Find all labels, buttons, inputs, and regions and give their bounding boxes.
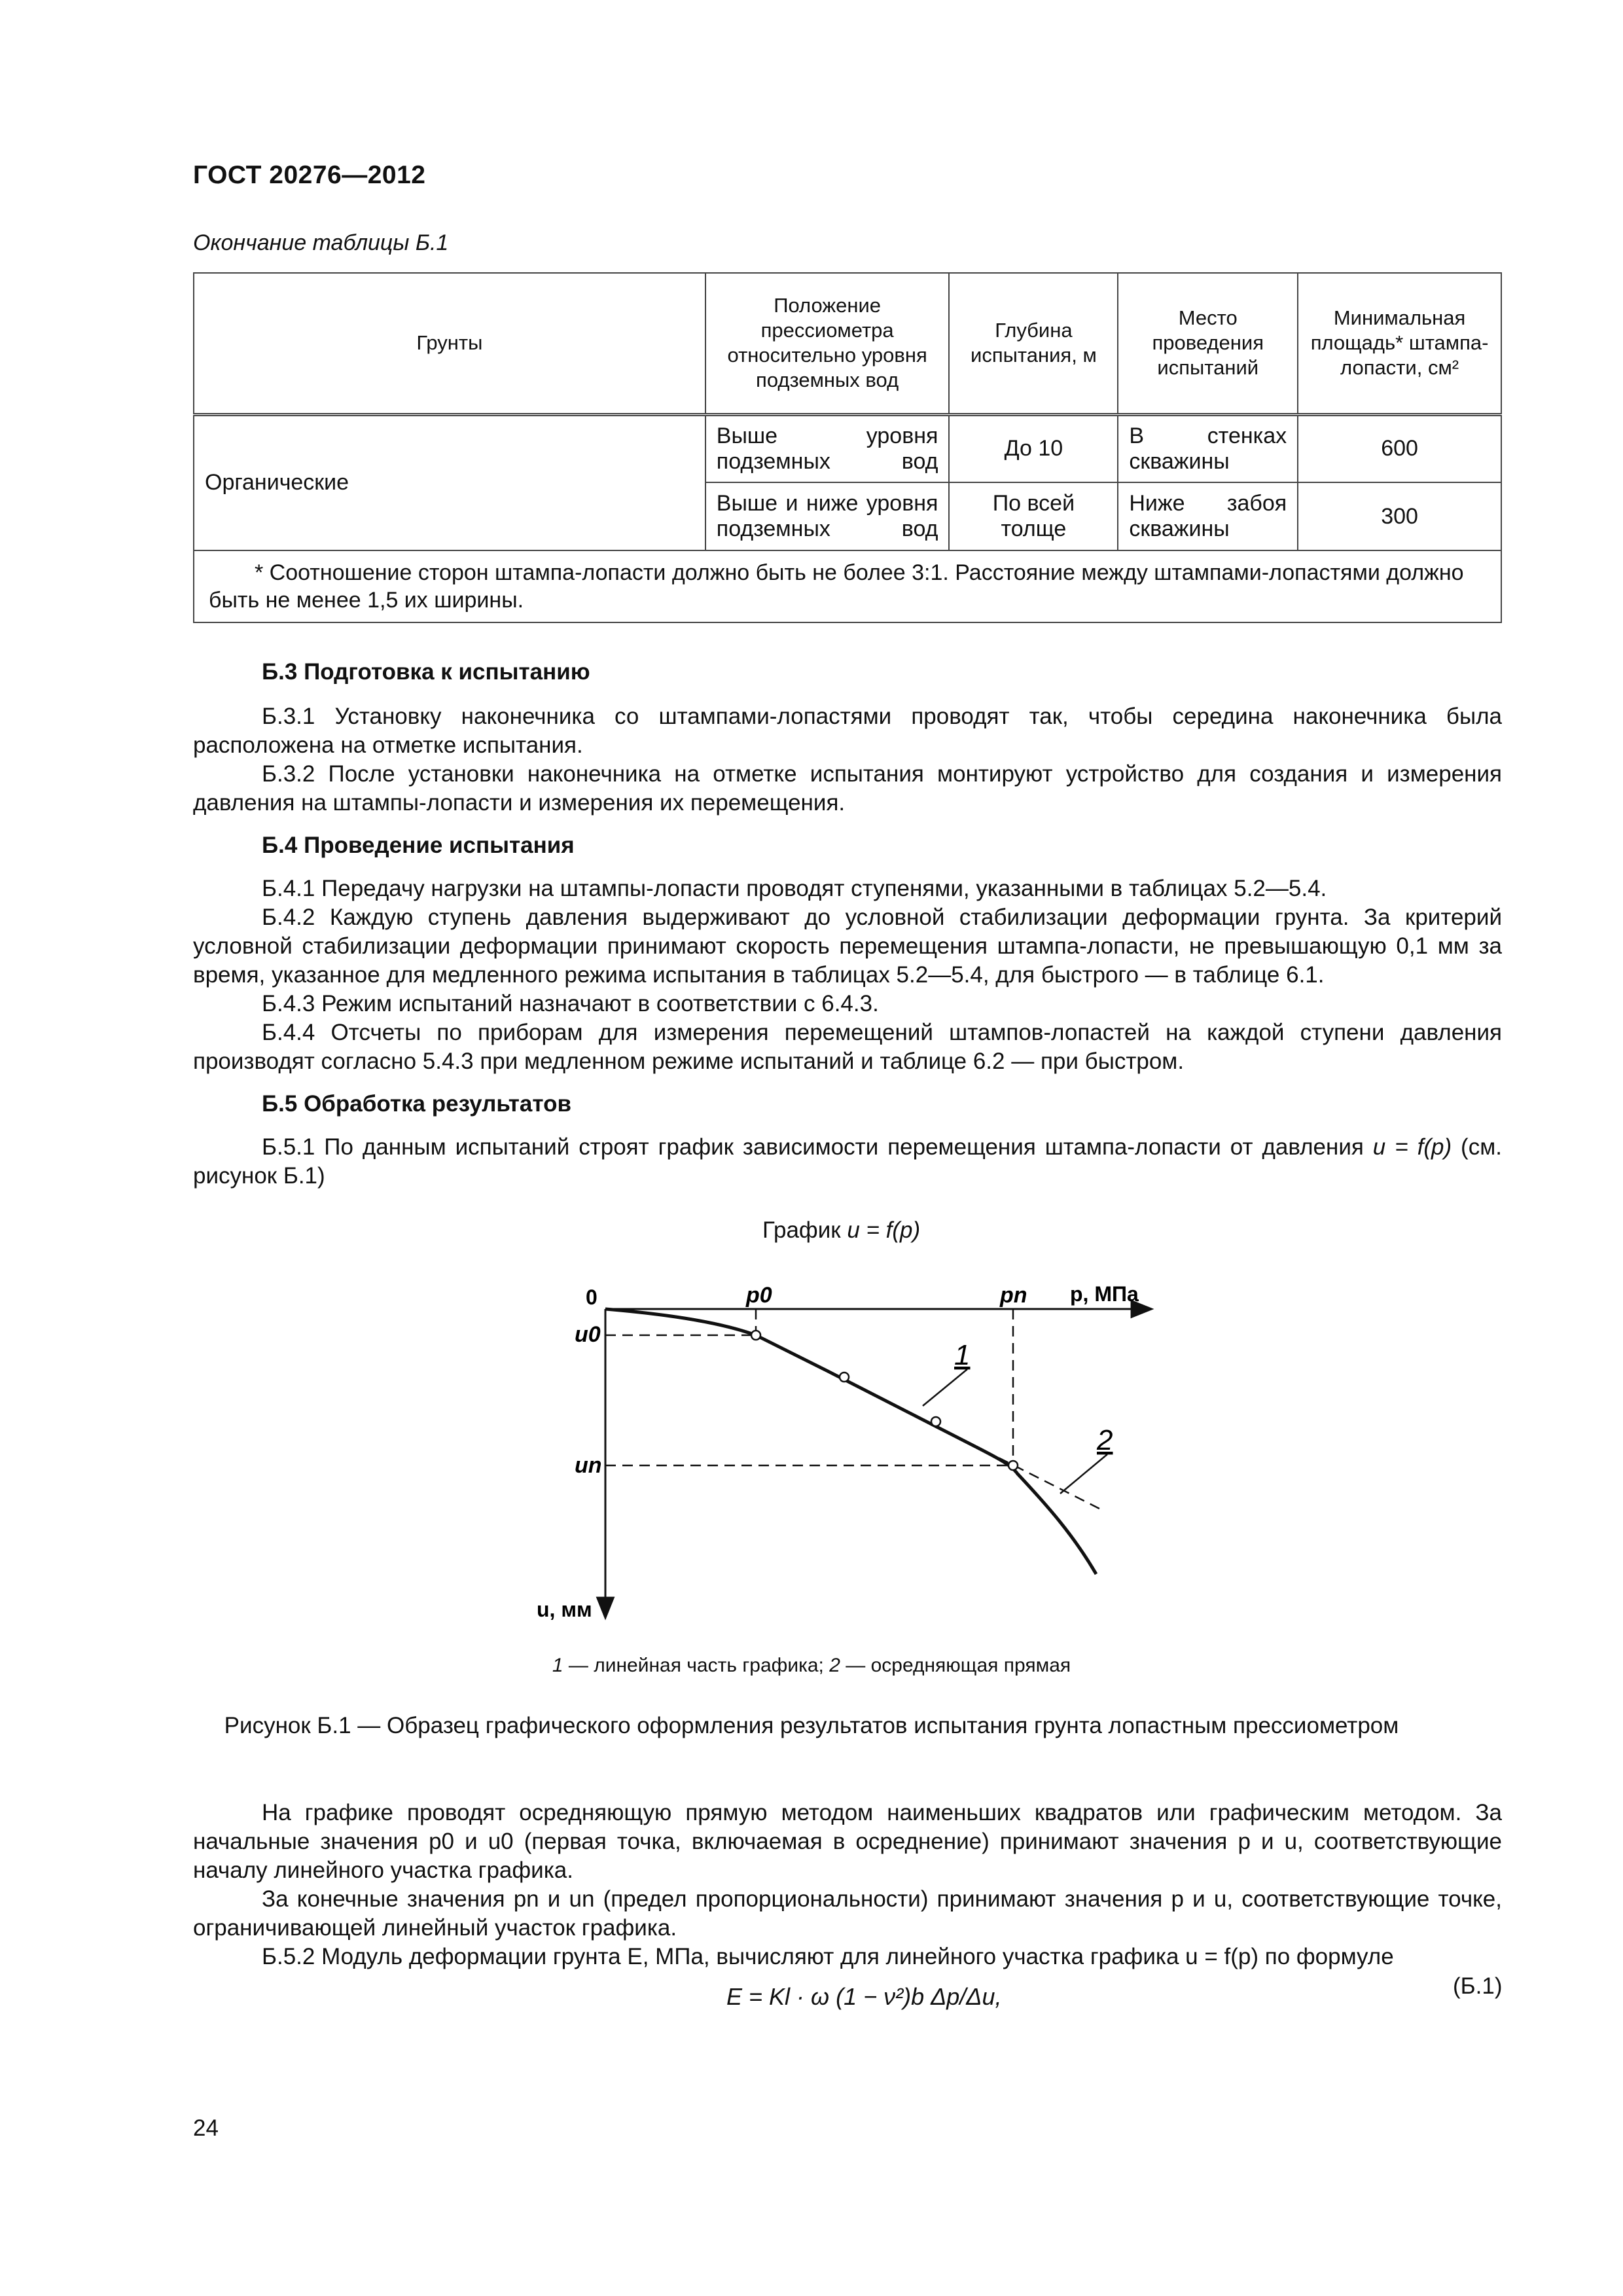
figure-legend: 1 — линейная часть графика; 2 — осредняющая прямая bbox=[552, 1655, 1071, 1676]
formula-number: (Б.1) bbox=[1453, 1973, 1503, 1999]
cell-depth: По всей толще bbox=[949, 482, 1118, 550]
col-header-soil: Грунты bbox=[194, 273, 705, 414]
u0-label: u0 bbox=[575, 1322, 601, 1347]
p0-label: p0 bbox=[746, 1283, 772, 1308]
data-point bbox=[931, 1417, 940, 1426]
para-b4-2: Б.4.2 Каждую ступень давления выдерживают до условной стабилизации деформации грунта. За критерий условной стабилизации деформации принимают скорость перемещения штампа-лопасти, не превышающую 0,1 мм за время, указанное для медленного режима испытания в таблицах 5.2—5.4, для быстрого — в таблице 6.1. bbox=[193, 905, 1502, 988]
curve-label-1: 1 bbox=[954, 1339, 971, 1371]
formula-b1: E = Kl · ω (1 − ν²)b Δp/Δu, bbox=[726, 1983, 1002, 2010]
cell-position: Выше уровня подземных вод bbox=[705, 414, 950, 482]
para-b5-2: Б.5.2 Модуль деформации грунта E, МПа, вычисляют для линейного участка графика u = f(p) по формуле bbox=[262, 1944, 1394, 1969]
para-b3-1: Б.3.1 Установку наконечника со штампами-лопастями проводят так, чтобы середина наконечника была расположена на отметке испытания. bbox=[193, 704, 1502, 758]
cell-place: В стенках скважины bbox=[1118, 414, 1298, 482]
table-caption: Окончание таблицы Б.1 bbox=[193, 230, 449, 255]
x-axis-label: p, МПа bbox=[1070, 1282, 1139, 1306]
para-b4-1: Б.4.1 Передачу нагрузки на штампы-лопасти проводят ступенями, указанными в таблицах 5.2—5.4. bbox=[262, 876, 1327, 901]
col-header-position: Положение прессиометра относительно уровня подземных вод bbox=[705, 273, 950, 414]
table-footnote: * Соотношение сторон штампа-лопасти должно быть не более 3:1. Расстояние между штампами-лопастями должно быть не менее 1,5 их ширины. bbox=[194, 550, 1501, 622]
figure-caption: Рисунок Б.1 — Образец графического оформления результатов испытания грунта лопастным прессиометром bbox=[224, 1713, 1399, 1738]
section-b4-title: Б.4 Проведение испытания bbox=[262, 833, 575, 858]
pn-label: pn bbox=[1000, 1283, 1027, 1308]
col-header-depth: Глубина испытания, м bbox=[949, 273, 1118, 414]
figure-title: График u = f(p) bbox=[762, 1217, 921, 1243]
cell-depth: До 10 bbox=[949, 414, 1118, 482]
curve-u-f-p bbox=[605, 1309, 1096, 1574]
para-after-1: На графике проводят осредняющую прямую методом наименьших квадратов или графическим методом. За начальные значения p0 и u0 (первая точка, включаемая в осреднение) принимают значения p и u, соответствующие началу линейного участка графика. bbox=[193, 1800, 1502, 1883]
cell-area: 300 bbox=[1298, 482, 1501, 550]
leader-line-1 bbox=[923, 1369, 967, 1406]
data-point bbox=[751, 1331, 760, 1340]
para-b3-2: Б.3.2 После установки наконечника на отметке испытания монтируют устройство для создания и измерения давления на штампы-лопасти и измерения их перемещения. bbox=[193, 761, 1502, 816]
cell-soil: Органические bbox=[194, 414, 705, 550]
leader-line-2 bbox=[1060, 1454, 1107, 1494]
cell-position: Выше и ниже уровня подземных вод bbox=[705, 482, 950, 550]
col-header-area: Минимальная площадь* штампа-лопасти, см² bbox=[1298, 273, 1501, 414]
data-point bbox=[1008, 1461, 1018, 1470]
y-axis-label: u, мм bbox=[537, 1598, 592, 1621]
para-b4-4: Б.4.4 Отсчеты по приборам для измерения перемещений штампов-лопастей на каждой ступени давления производят согласно 5.4.3 при медленном режиме испытаний и таблице 6.2 — при быстром. bbox=[193, 1020, 1502, 1074]
guide-lines bbox=[605, 1309, 1099, 1509]
axis-origin-label: 0 bbox=[586, 1285, 597, 1309]
document-header: ГОСТ 20276—2012 bbox=[193, 161, 426, 189]
cell-area: 600 bbox=[1298, 414, 1501, 482]
cell-place: Ниже забоя скважины bbox=[1118, 482, 1298, 550]
para-after-2: За конечные значения pn и un (предел пропорциональности) принимают значения p и u, соответствующие точке, ограничивающей линейный участок графика. bbox=[193, 1886, 1502, 1941]
col-header-place: Место проведения испытаний bbox=[1118, 273, 1298, 414]
curve-label-2: 2 bbox=[1097, 1424, 1113, 1456]
section-b5-title: Б.5 Обработка результатов bbox=[262, 1091, 571, 1117]
data-point bbox=[840, 1372, 849, 1382]
un-label: un bbox=[575, 1453, 602, 1478]
page-number: 24 bbox=[193, 2115, 219, 2141]
para-b5-1: Б.5.1 По данным испытаний строят график зависимости перемещения штампа-лопасти от давления u = f(p) (см. рисунок Б.1) bbox=[193, 1134, 1503, 1189]
para-b4-3: Б.4.3 Режим испытаний назначают в соответствии с 6.4.3. bbox=[262, 991, 879, 1016]
section-b3-title: Б.3 Подготовка к испытанию bbox=[262, 659, 590, 685]
